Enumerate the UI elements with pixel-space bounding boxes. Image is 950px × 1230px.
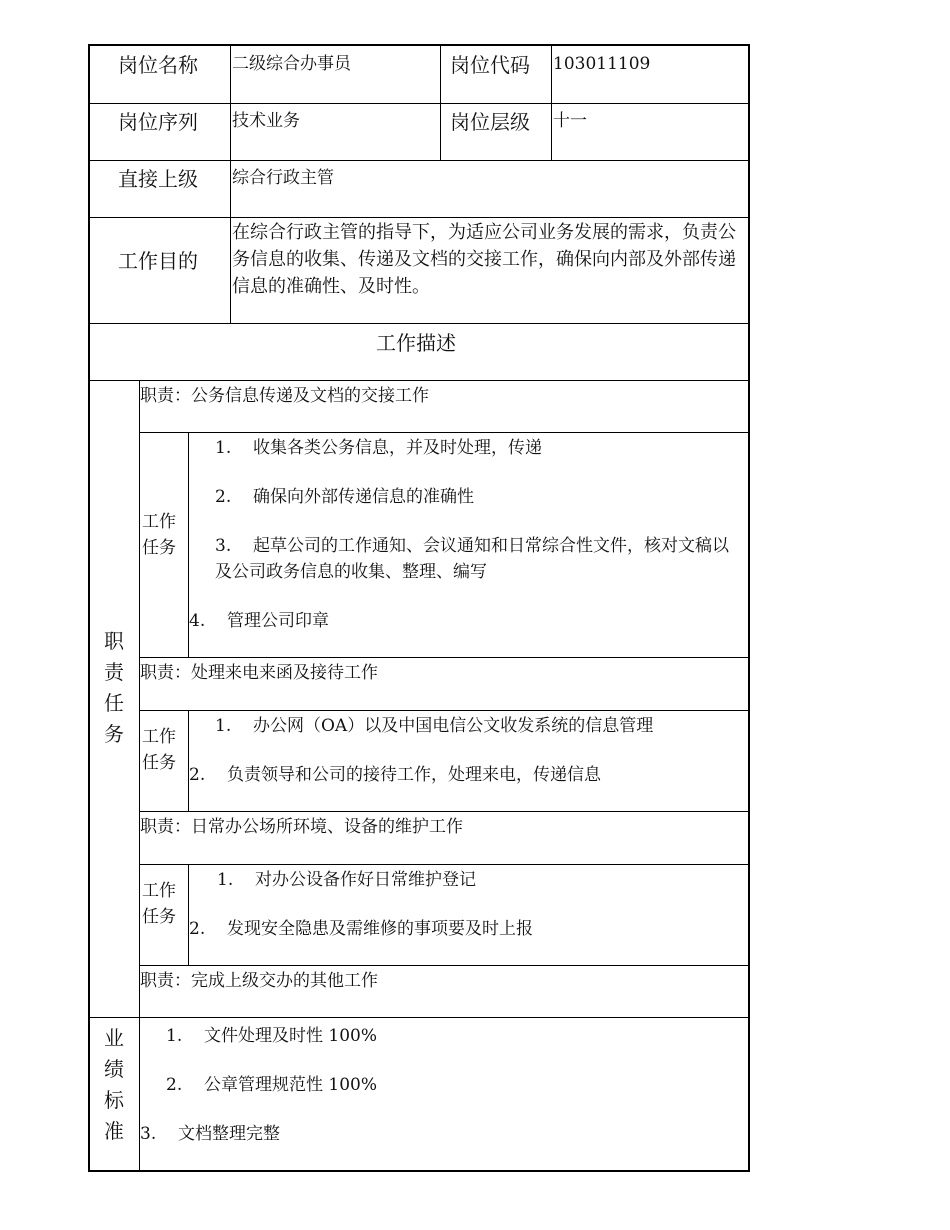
position-name-value: 二级综合办事员 [232,54,351,74]
task-label-line: 任务 [142,538,176,558]
task-number: 2. [215,487,232,507]
table-border [88,380,750,381]
task-number: 2. [189,919,206,939]
performance-number: 2. [166,1075,183,1095]
table-border [88,217,750,218]
performance-label [102,1023,126,1147]
performance-label-char: 业 [104,1026,124,1050]
table-border [88,1017,750,1018]
task-text: 负责领导和公司的接待工作，处理来电，传递信息 [227,765,601,785]
work-purpose-value: 在综合行政主管的指导下，为适应公司业务发展的需求，负责公务信息的收集、传递及文档的交接工作，确保向内部及外部传递信息的准确性、及时性。 [232,222,736,297]
table-border [139,811,750,812]
task-text: 办公网（OA）以及中国电信公文收发系统的信息管理 [253,716,654,736]
task-number: 1. [215,716,232,736]
duties-label-char: 责 [104,660,124,684]
table-border [88,1170,750,1172]
duties-label [102,626,126,750]
duty-title: 职责：日常办公场所环境、设备的维护工作 [140,817,463,837]
task-item [215,489,474,506]
task-item [215,533,743,585]
performance-item [166,1077,377,1094]
duties-label-char: 职 [104,629,124,653]
position-level-value: 十一 [553,111,587,131]
direct-superior-label: 直接上级 [118,167,198,191]
work-description-title: 工作描述 [376,331,456,355]
task-label-line: 工作 [142,881,176,901]
performance-item [166,1028,377,1045]
work-purpose-label: 工作目的 [118,249,198,273]
task-number: 4. [189,611,206,631]
task-number: 3. [215,536,232,556]
table-border [139,965,750,966]
table-border [188,710,189,812]
table-border [139,657,750,658]
task-text: 发现安全隐患及需维修的事项要及时上报 [227,919,533,939]
position-name-label: 岗位名称 [118,53,198,77]
table-border [88,323,750,324]
table-border [88,44,90,1172]
task-label [142,878,186,930]
performance-number: 1. [166,1026,183,1046]
performance-label-char: 准 [104,1119,124,1143]
table-border [748,44,750,1172]
duty-title: 职责：公务信息传递及文档的交接工作 [140,386,429,406]
direct-superior-value: 综合行政主管 [232,168,334,188]
task-text: 起草公司的工作通知、会议通知和日常综合性文件，核对文稿以及公司政务信息的收集、整理、编写 [215,536,729,582]
performance-text: 公章管理规范性 100% [204,1075,378,1095]
duty-title: 职责：处理来电来函及接待工作 [140,663,378,683]
duties-label-char: 任 [104,691,124,715]
performance-label-char: 绩 [104,1057,124,1081]
task-text: 对办公设备作好日常维护登记 [255,870,476,890]
task-number: 2. [189,765,206,785]
table-border [88,103,750,104]
table-border [440,44,441,161]
position-level-label: 岗位层级 [450,110,530,134]
task-number: 1. [215,438,232,458]
task-item [215,718,653,735]
task-item [215,440,542,457]
task-item [189,767,601,784]
table-border [188,864,189,966]
task-label [142,724,186,776]
position-series-value: 技术业务 [232,111,300,131]
performance-number: 3. [140,1124,157,1144]
position-code-value: 103011109 [553,54,651,74]
task-label-line: 工作 [142,727,176,747]
task-text: 管理公司印章 [227,611,329,631]
task-label-line: 任务 [142,753,176,773]
task-text: 确保向外部传递信息的准确性 [253,487,474,507]
performance-text: 文件处理及时性 100% [204,1026,378,1046]
task-label-line: 工作 [142,512,176,532]
performance-item [140,1126,280,1143]
task-label [142,509,186,561]
position-series-label: 岗位序列 [118,110,198,134]
task-text: 收集各类公务信息，并及时处理，传递 [253,438,542,458]
task-label-line: 任务 [142,907,176,927]
task-item [217,872,476,889]
performance-label-char: 标 [104,1088,124,1112]
task-item [189,921,533,938]
duty-title: 职责：完成上级交办的其他工作 [140,971,378,991]
table-border [230,44,231,324]
performance-text: 文档整理完整 [178,1124,280,1144]
table-border [88,160,750,161]
table-border [139,380,140,1172]
table-border [139,864,750,865]
table-border [139,432,750,433]
task-item [189,613,329,630]
position-code-label: 岗位代码 [450,53,530,77]
task-number: 1. [217,870,234,890]
table-border [88,44,750,46]
table-border [551,44,552,161]
table-border [139,710,750,711]
duties-label-char: 务 [104,722,124,746]
